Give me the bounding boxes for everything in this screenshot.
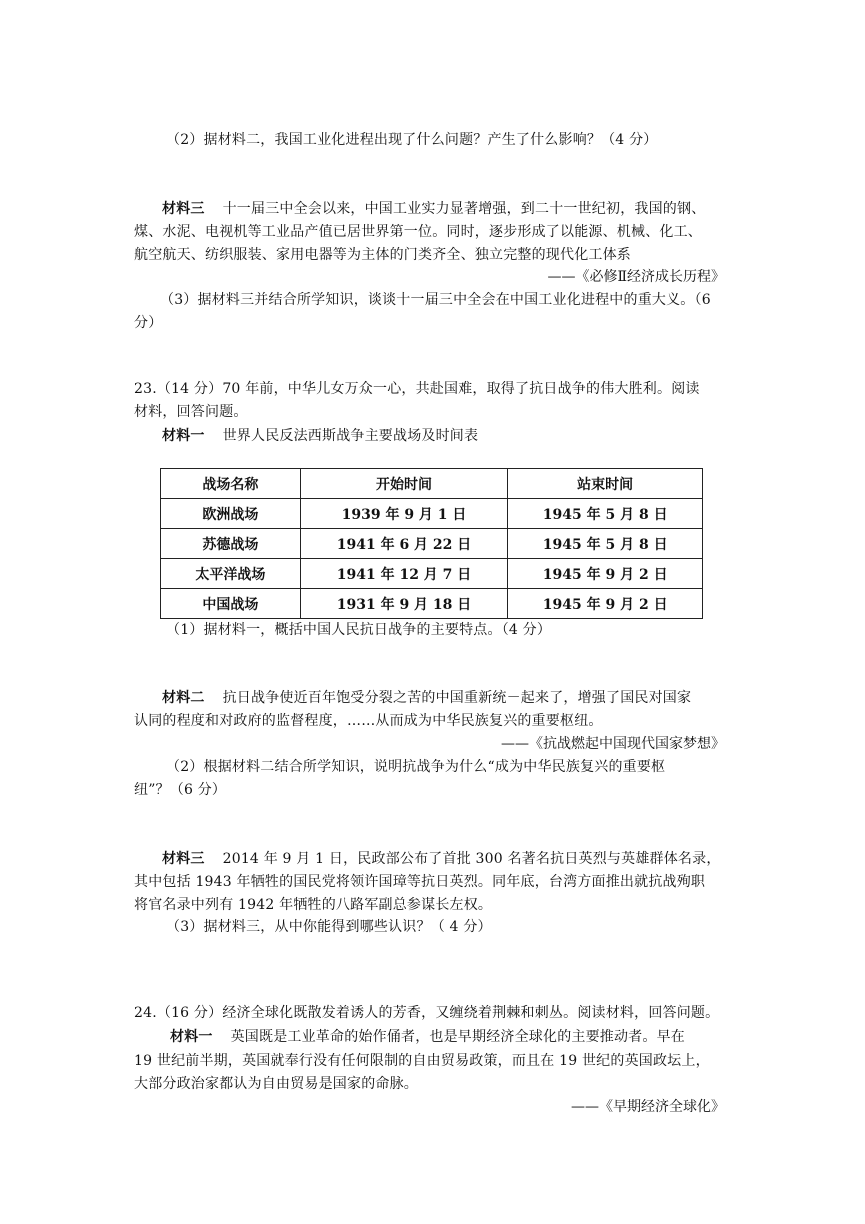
q23-material-2-source: ——《抗战燃起中国现代国家梦想》 [501,736,725,752]
q24-material-1-line-2: 19 世纪前半期，英国就奉行没有任何限制的自由贸易政策，而且在 19 世纪的英国政坛上， [134,1053,710,1069]
q22-material-3-line-1 [162,200,705,218]
table-cell: 1931 年 9 月 18 日 [300,589,508,619]
q22-material-3-line-2: 煤、水泥、电视机等工业品产值已居世界第一位。同时，逐步形成了以能源、机械、化工、 [134,224,702,240]
material-text: 抗日战争使近百年饱受分裂之苦的中国重新统－起来了，增强了国民对国家 [222,690,692,706]
q23-subquestion-3: （3）据材料三，从中你能得到哪些认识？（ 4 分） [166,919,492,935]
q23-subquestion-1: （1）据材料一，概括中国人民抗日战争的主要特点。（4 分） [166,622,552,638]
q22-material-3-line-3: 航空航天、纺织服装、家用电器等为主体的门类齐全、独立完整的现代化工体系 [134,247,631,263]
table-cell: 中国战场 [161,589,301,619]
q22-subquestion-2: （2）据材料二，我国工业化进程出现了什么问题？产生了什么影响？（4 分） [166,132,658,148]
table-cell: 1941 年 6 月 22 日 [300,529,508,559]
table-cell: 1945 年 5 月 8 日 [508,499,703,529]
q23-material-2-line-1 [162,689,691,707]
q22-subquestion-3-line-1: （3）据材料三并结合所学知识，谈谈十一届三中全会在中国工业化进程中的重大义。（6 [160,292,711,308]
q22-subquestion-3-line-2: 分） [134,315,163,331]
material-text: 英国既是工业革命的始作俑者，也是早期经济全球化的主要推动者。早在 [230,1029,686,1045]
q23-subquestion-2-line-1: （2）根据材料二结合所学知识，说明抗战争为什么“成为中华民族复兴的重要枢 [166,759,666,775]
table-cell: 1941 年 12 月 7 日 [300,559,508,589]
q23-material-3-line-2: 其中包括 1943 年牺牲的国民党将领许国璋等抗日英烈。同年底，台湾方面推出就抗战殉职 [134,874,706,890]
table-cell: 苏德战场 [161,529,301,559]
q23-intro-line-1: 23.（14 分）70 年前，中华儿女万众一心，共赴国难，取得了抗日战争的伟大胜利。阅读 [134,381,700,397]
q23-material-3-line-3: 将官名录中列有 1942 年牺牲的八路军副总参谋长左权。 [134,897,493,913]
table-header-row [161,469,703,499]
table-cell: 1945 年 9 月 2 日 [508,589,703,619]
q23-intro-line-2: 材料，回答问题。 [134,404,248,420]
material-text: 十一届三中全会以来，中国工业实力显著增强，到二十一世纪初，我国的钢、 [222,201,706,217]
material-label: 材料二 [162,690,205,706]
q23-material-2-line-2: 认同的程度和对政府的监督程度，……从而成为中华民族复兴的重要枢纽。 [134,713,603,729]
table-row [161,589,703,619]
q23-subquestion-2-line-2: 纽”？（6 分） [134,782,227,798]
table-caption: 世界人民反法西斯战争主要战场及时间表 [222,428,479,444]
table-cell: 1939 年 9 月 1 日 [300,499,508,529]
battlefield-table [160,468,703,619]
table-row [161,499,703,529]
table-cell: 欧洲战场 [161,499,301,529]
table-cell: 1945 年 5 月 8 日 [508,529,703,559]
table-row [161,559,703,589]
table-row [161,529,703,559]
q24-material-1-source: ——《早期经济全球化》 [571,1099,725,1115]
header-cell: 开始时间 [300,469,508,499]
material-label: 材料三 [162,201,205,217]
material-label: 材料三 [162,851,205,867]
q24-material-1-line-3: 大部分政治家都认为自由贸易是国家的命脉。 [134,1076,418,1092]
table-cell: 1945 年 9 月 2 日 [508,559,703,589]
material-label: 材料一 [170,1029,213,1045]
material-label: 材料一 [162,428,205,444]
table-cell: 太平洋战场 [161,559,301,589]
q23-material-3-line-1 [162,850,721,868]
q23-material-1-heading [162,427,478,445]
header-cell: 战场名称 [161,469,301,499]
q24-intro: 24.（16 分）经济全球化既散发着诱人的芳香，又缠绕着荆棘和刺丛。阅读材料，回答问题。 [134,1005,720,1021]
material-text: 2014 年 9 月 1 日，民政部公布了首批 300 名著名抗日英烈与英雄群体名录， [222,851,721,867]
q22-material-3-source: ——《必修Ⅱ经济成长历程》 [547,269,725,285]
q24-material-1-line-1 [170,1028,685,1046]
header-cell: 站束时间 [508,469,703,499]
